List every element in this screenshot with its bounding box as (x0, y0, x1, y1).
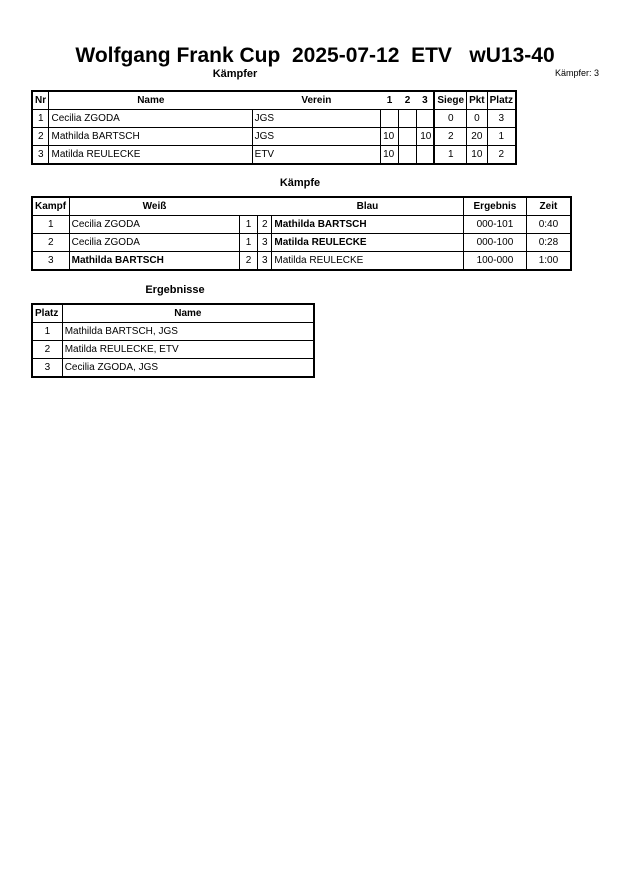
fight-white-nr: 1 (239, 234, 257, 252)
fighter-name: Cecilia ZGODA (49, 110, 252, 128)
fighter-count: Kämpfer: 3 (554, 68, 599, 78)
fighter-club: JGS (252, 128, 380, 146)
fighter-place: 1 (487, 128, 516, 146)
result-name: Cecilia ZGODA, JGS (62, 359, 314, 378)
results-table (31, 303, 315, 378)
results-heading: Ergebnisse (145, 284, 205, 296)
result-row (32, 359, 314, 378)
fight-time: 1:00 (526, 252, 571, 271)
fighter-nr: 2 (32, 128, 49, 146)
fight-white-name: Cecilia ZGODA (69, 216, 239, 234)
col-blue: Blau (272, 197, 464, 216)
fighter-points: 20 (467, 128, 488, 146)
fight-blue-nr: 3 (258, 252, 272, 271)
result-row (32, 341, 314, 359)
fight-blue-name: Matilda REULECKE (272, 234, 464, 252)
fighter-name: Mathilda BARTSCH (49, 128, 252, 146)
fight-blue-nr: 2 (258, 216, 272, 234)
page-title: Wolfgang Frank Cup 2025-07-12 ETV wU13-40 (75, 44, 555, 67)
fight-row (32, 216, 571, 234)
fighter-club: ETV (252, 146, 380, 165)
fighter-points: 10 (467, 146, 488, 165)
fight-number: 3 (32, 252, 69, 271)
col-spacer-b (258, 197, 272, 216)
fighter-round-2 (399, 128, 417, 146)
fight-white-nr: 1 (239, 216, 257, 234)
fighter-row (32, 110, 516, 128)
fight-result: 000-101 (463, 216, 526, 234)
fighter-round-1: 10 (381, 128, 399, 146)
fighter-points: 0 (467, 110, 488, 128)
results-header-row (32, 304, 314, 323)
fighter-wins: 1 (434, 146, 466, 165)
fighter-place: 2 (487, 146, 516, 165)
fighter-round-2 (399, 146, 417, 165)
fight-time: 0:40 (526, 216, 571, 234)
fighter-round-2 (399, 110, 417, 128)
fighters-header-row (32, 91, 516, 110)
col-round-3: 3 (416, 91, 434, 110)
fighter-round-1 (381, 110, 399, 128)
fighter-nr: 1 (32, 110, 49, 128)
fight-number: 2 (32, 234, 69, 252)
col-fight: Kampf (32, 197, 69, 216)
fighter-name: Matilda REULECKE (49, 146, 252, 165)
fight-blue-nr: 3 (258, 234, 272, 252)
col-result-place: Platz (32, 304, 62, 323)
col-place: Platz (487, 91, 516, 110)
fighter-nr: 3 (32, 146, 49, 165)
col-white: Weiß (69, 197, 239, 216)
col-points: Pkt (467, 91, 488, 110)
col-club: Verein (252, 91, 380, 110)
col-result: Ergebnis (463, 197, 526, 216)
col-nr: Nr (32, 91, 49, 110)
result-name: Mathilda BARTSCH, JGS (62, 323, 314, 341)
fighter-round-3 (416, 146, 434, 165)
result-place: 3 (32, 359, 62, 378)
fighter-round-3: 10 (416, 128, 434, 146)
col-spacer-a (239, 197, 257, 216)
fights-table (31, 196, 572, 271)
fighter-round-3 (416, 110, 434, 128)
fight-white-name: Mathilda BARTSCH (69, 252, 239, 271)
fighter-wins: 2 (434, 128, 466, 146)
fighters-heading: Kämpfer (212, 68, 258, 80)
fights-header-row (32, 197, 571, 216)
col-time: Zeit (526, 197, 571, 216)
fighters-table (31, 90, 517, 165)
result-place: 2 (32, 341, 62, 359)
result-place: 1 (32, 323, 62, 341)
fight-number: 1 (32, 216, 69, 234)
fighter-round-1: 10 (381, 146, 399, 165)
fight-white-nr: 2 (239, 252, 257, 271)
fighter-row (32, 128, 516, 146)
fighter-place: 3 (487, 110, 516, 128)
col-wins: Siege (434, 91, 466, 110)
fight-row (32, 234, 571, 252)
fight-time: 0:28 (526, 234, 571, 252)
col-result-name: Name (62, 304, 314, 323)
col-round-1: 1 (381, 91, 399, 110)
fighter-club: JGS (252, 110, 380, 128)
result-row (32, 323, 314, 341)
col-name: Name (49, 91, 252, 110)
fight-row (32, 252, 571, 271)
fight-white-name: Cecilia ZGODA (69, 234, 239, 252)
fight-blue-name: Matilda REULECKE (272, 252, 464, 271)
fight-result: 000-100 (463, 234, 526, 252)
col-round-2: 2 (399, 91, 417, 110)
fights-heading: Kämpfe (279, 177, 321, 189)
fighter-row (32, 146, 516, 165)
fight-blue-name: Mathilda BARTSCH (272, 216, 464, 234)
fight-result: 100-000 (463, 252, 526, 271)
fighter-wins: 0 (434, 110, 466, 128)
result-name: Matilda REULECKE, ETV (62, 341, 314, 359)
